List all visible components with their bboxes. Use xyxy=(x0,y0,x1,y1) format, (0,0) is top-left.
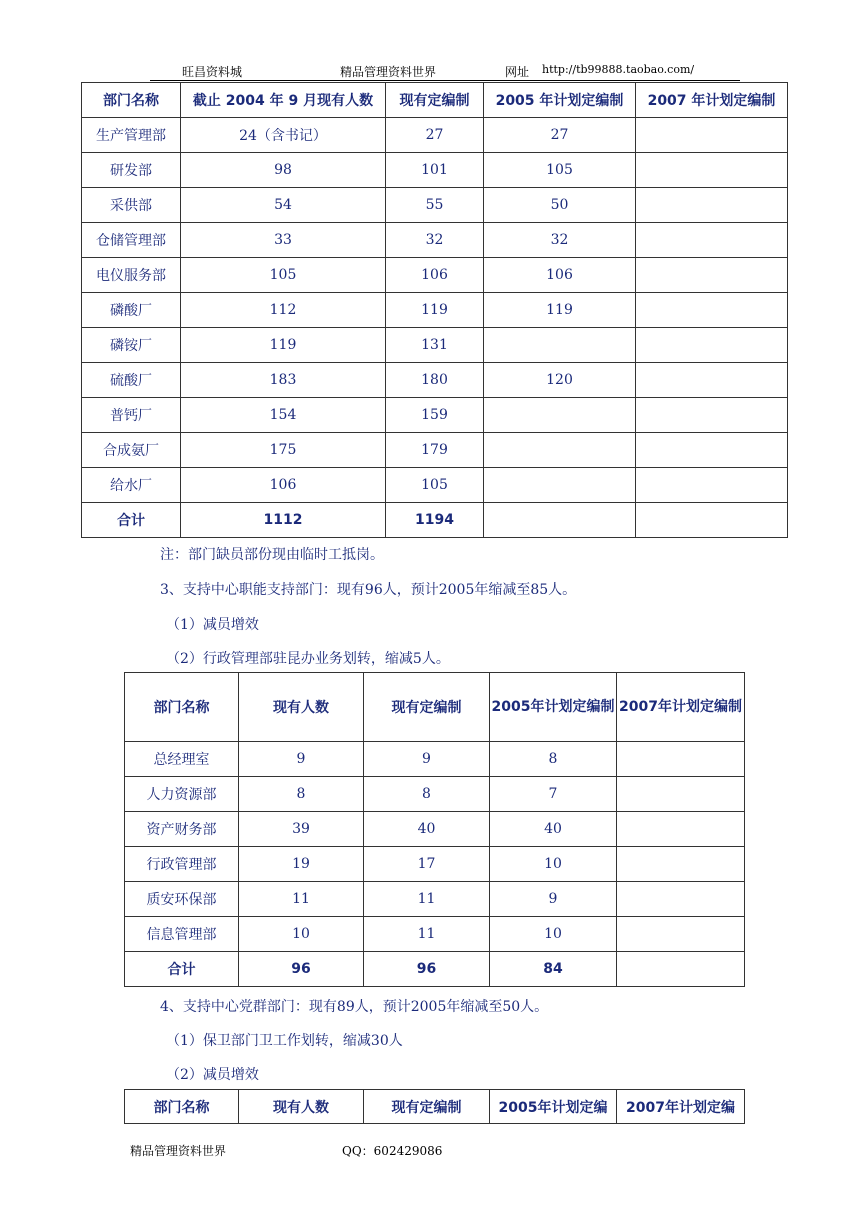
function-dept-staffing-table xyxy=(124,672,745,987)
section-3-item-1: （1）减员增效 xyxy=(166,617,259,633)
table-cell: 106 xyxy=(181,468,386,503)
table-row xyxy=(125,882,745,917)
col-header-current: 现有人数 xyxy=(239,1090,364,1124)
table-cell: 9 xyxy=(364,742,490,777)
total-cell: 84 xyxy=(490,952,617,987)
footer-brand: 精品管理资料世界 xyxy=(130,1144,227,1158)
party-dept-staffing-table xyxy=(124,1089,745,1124)
table-cell xyxy=(636,118,788,153)
table-cell: 9 xyxy=(490,882,617,917)
table-cell: 119 xyxy=(386,293,484,328)
table-cell: 54 xyxy=(181,188,386,223)
table-cell: 仓储管理部 xyxy=(82,223,181,258)
table-cell xyxy=(617,917,745,952)
table-cell: 9 xyxy=(239,742,364,777)
col-header-2007: 2007年计划定编 xyxy=(617,1090,745,1124)
table-cell: 给水厂 xyxy=(82,468,181,503)
table-cell xyxy=(617,777,745,812)
table-cell: 105 xyxy=(484,153,636,188)
table-cell: 行政管理部 xyxy=(125,847,239,882)
table-cell: 119 xyxy=(484,293,636,328)
table-cell: 50 xyxy=(484,188,636,223)
table-cell: 10 xyxy=(490,847,617,882)
total-cell xyxy=(636,503,788,538)
table-cell: 7 xyxy=(490,777,617,812)
table-row xyxy=(125,917,745,952)
col-header-dept: 部门名称 xyxy=(82,83,181,118)
table-cell: 27 xyxy=(484,118,636,153)
header-url[interactable]: http://tb99888.taobao.com/ xyxy=(542,63,695,76)
col-header-quota: 现有定编制 xyxy=(364,673,490,742)
table-cell: 11 xyxy=(364,882,490,917)
table-cell: 总经理室 xyxy=(125,742,239,777)
table-cell: 98 xyxy=(181,153,386,188)
section-4-text: 4、支持中心党群部门：现有89人，预计2005年缩减至50人。 xyxy=(160,999,549,1015)
table-row xyxy=(82,398,788,433)
note-text: 注：部门缺员部份现由临时工抵岗。 xyxy=(160,547,384,563)
page-header xyxy=(150,60,740,81)
table-cell: 40 xyxy=(490,812,617,847)
table-row xyxy=(125,742,745,777)
table-row xyxy=(82,118,788,153)
table-cell: 119 xyxy=(181,328,386,363)
table-cell: 106 xyxy=(386,258,484,293)
table-cell xyxy=(617,742,745,777)
table-cell: 55 xyxy=(386,188,484,223)
table-cell: 磷酸厂 xyxy=(82,293,181,328)
header-brand: 精品管理资料世界 xyxy=(340,65,437,79)
table-cell: 32 xyxy=(484,223,636,258)
total-cell: 96 xyxy=(239,952,364,987)
table-cell: 112 xyxy=(181,293,386,328)
col-header-2005: 2005年计划定编制 xyxy=(490,673,617,742)
table-cell: 101 xyxy=(386,153,484,188)
col-header-current: 截止 2004 年 9 月现有人数 xyxy=(181,83,386,118)
col-header-quota: 现有定编制 xyxy=(386,83,484,118)
table-cell xyxy=(484,398,636,433)
table-cell: 32 xyxy=(386,223,484,258)
table-cell: 17 xyxy=(364,847,490,882)
col-header-dept: 部门名称 xyxy=(125,1090,239,1124)
table-cell: 质安环保部 xyxy=(125,882,239,917)
table-cell: 8 xyxy=(490,742,617,777)
table-row xyxy=(82,293,788,328)
table-cell xyxy=(636,293,788,328)
table-cell: 磷铵厂 xyxy=(82,328,181,363)
total-cell xyxy=(484,503,636,538)
table-cell: 33 xyxy=(181,223,386,258)
total-row xyxy=(82,503,788,538)
section-3-item-2: （2）行政管理部驻昆办业务划转，缩减5人。 xyxy=(166,651,450,667)
total-cell: 合计 xyxy=(82,503,181,538)
table-cell xyxy=(636,258,788,293)
table-row xyxy=(82,433,788,468)
table-cell xyxy=(617,847,745,882)
col-header-2007: 2007 年计划定编制 xyxy=(636,83,788,118)
table-cell xyxy=(617,882,745,917)
col-header-current: 现有人数 xyxy=(239,673,364,742)
table-cell: 人力资源部 xyxy=(125,777,239,812)
footer-qq: QQ：602429086 xyxy=(342,1144,443,1158)
total-cell: 合计 xyxy=(125,952,239,987)
total-cell: 96 xyxy=(364,952,490,987)
table-cell xyxy=(617,812,745,847)
table-row xyxy=(82,188,788,223)
col-header-dept: 部门名称 xyxy=(125,673,239,742)
table-cell: 生产管理部 xyxy=(82,118,181,153)
table-cell: 19 xyxy=(239,847,364,882)
section-4-item-1: （1）保卫部门卫工作划转，缩减30人 xyxy=(166,1033,403,1049)
table-row xyxy=(82,363,788,398)
table-cell: 105 xyxy=(181,258,386,293)
table-row xyxy=(82,153,788,188)
table-cell: 154 xyxy=(181,398,386,433)
table-row xyxy=(82,223,788,258)
table-cell: 105 xyxy=(386,468,484,503)
table-cell: 11 xyxy=(364,917,490,952)
production-dept-staffing-table xyxy=(81,82,788,538)
table-cell: 24（含书记） xyxy=(181,118,386,153)
table-row xyxy=(125,777,745,812)
table-cell xyxy=(484,468,636,503)
col-header-quota: 现有定编制 xyxy=(364,1090,490,1124)
table-cell: 106 xyxy=(484,258,636,293)
table-cell: 180 xyxy=(386,363,484,398)
total-row xyxy=(125,952,745,987)
table-cell xyxy=(636,188,788,223)
total-cell: 1194 xyxy=(386,503,484,538)
table-row xyxy=(125,847,745,882)
table-cell: 175 xyxy=(181,433,386,468)
table-cell xyxy=(484,328,636,363)
table-cell: 120 xyxy=(484,363,636,398)
table-cell: 10 xyxy=(239,917,364,952)
table-cell: 信息管理部 xyxy=(125,917,239,952)
table-cell: 资产财务部 xyxy=(125,812,239,847)
table-cell: 8 xyxy=(364,777,490,812)
table-cell: 159 xyxy=(386,398,484,433)
table-cell: 39 xyxy=(239,812,364,847)
table-cell: 普钙厂 xyxy=(82,398,181,433)
table-cell xyxy=(636,153,788,188)
table-cell xyxy=(636,223,788,258)
table-cell xyxy=(636,398,788,433)
table-cell: 40 xyxy=(364,812,490,847)
table-cell xyxy=(636,433,788,468)
table-cell: 研发部 xyxy=(82,153,181,188)
section-4-item-2: （2）减员增效 xyxy=(166,1067,259,1083)
table-cell xyxy=(484,433,636,468)
header-shop-name: 旺昌资料城 xyxy=(182,65,243,79)
table-cell: 采供部 xyxy=(82,188,181,223)
col-header-2007: 2007年计划定编制 xyxy=(617,673,745,742)
table-cell xyxy=(636,363,788,398)
table-row xyxy=(82,328,788,363)
total-cell: 1112 xyxy=(181,503,386,538)
table-cell: 11 xyxy=(239,882,364,917)
table-cell: 8 xyxy=(239,777,364,812)
table-cell: 10 xyxy=(490,917,617,952)
table-cell xyxy=(636,468,788,503)
col-header-2005: 2005年计划定编 xyxy=(490,1090,617,1124)
section-3-text: 3、支持中心职能支持部门：现有96人，预计2005年缩减至85人。 xyxy=(160,582,577,598)
header-url-label: 网址 xyxy=(505,65,530,79)
table-cell xyxy=(636,328,788,363)
table-cell: 131 xyxy=(386,328,484,363)
table-cell: 合成氨厂 xyxy=(82,433,181,468)
table-cell: 电仪服务部 xyxy=(82,258,181,293)
table-cell: 硫酸厂 xyxy=(82,363,181,398)
table-cell: 179 xyxy=(386,433,484,468)
table-row xyxy=(82,258,788,293)
table-cell: 27 xyxy=(386,118,484,153)
col-header-2005: 2005 年计划定编制 xyxy=(484,83,636,118)
table-row xyxy=(125,812,745,847)
table-row xyxy=(82,468,788,503)
total-cell xyxy=(617,952,745,987)
table-cell: 183 xyxy=(181,363,386,398)
